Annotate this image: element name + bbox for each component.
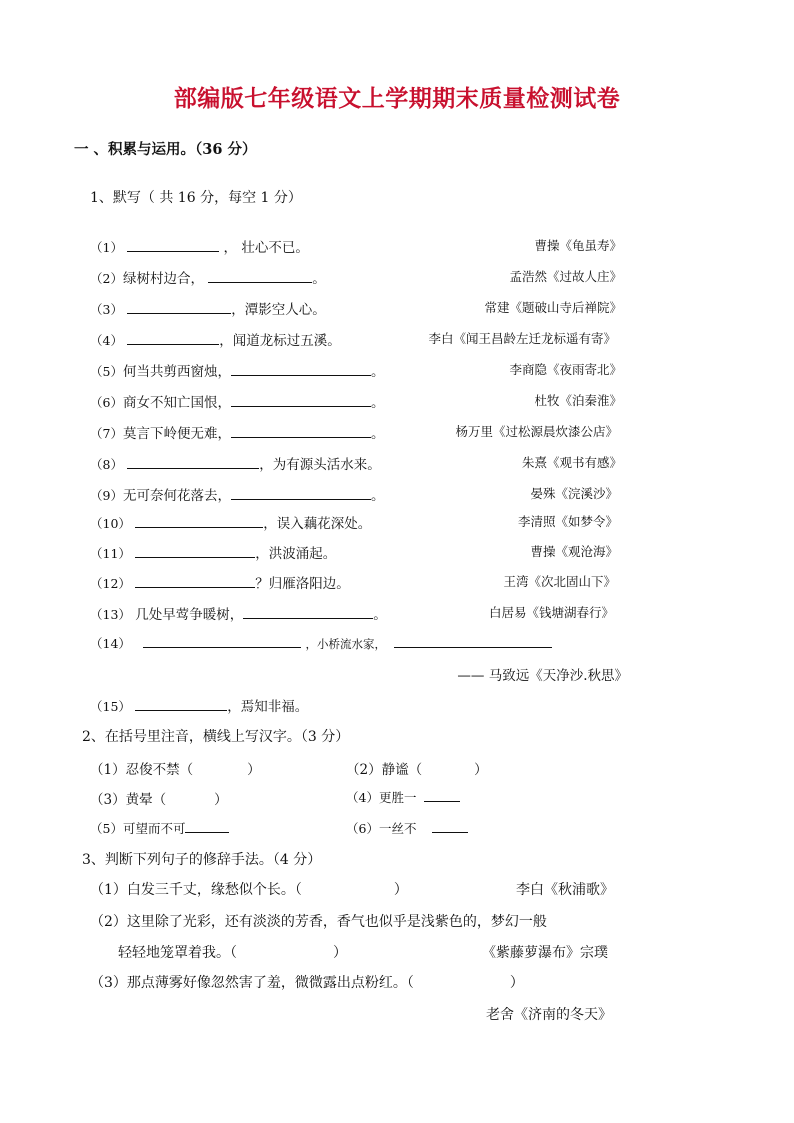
q1-source-7: 杨万里《过松源晨炊漆公店》 — [455, 424, 618, 439]
section-heading: 一 、积累与运用。（36 分） — [74, 141, 257, 158]
q1-item-10: （10） ，误入藕花深处。 — [90, 516, 372, 532]
q1-source-3: 常建《题破山寺后禅院》 — [484, 300, 622, 315]
q1-source-5: 李商隐《夜雨寄北》 — [509, 362, 622, 377]
answer-blank[interactable] — [143, 634, 301, 648]
q3-source-1: 李白《秋浦歌》 — [516, 882, 614, 898]
q3-item-2: （2）这里除了光彩，还有淡淡的芳香，香气也似乎是浅紫色的，梦幻一般 — [90, 914, 547, 930]
answer-blank[interactable] — [432, 819, 468, 833]
answer-blank[interactable] — [394, 634, 552, 648]
q1-item-3: （3） ，潭影空人心。 — [90, 302, 326, 318]
q1-source-12: 王湾《次北固山下》 — [503, 574, 616, 589]
q1-item-13: （13） 几处早莺争暖树， 。 — [90, 607, 387, 623]
q2-item-1: （1）忍俊不禁（ ） — [90, 762, 261, 778]
q3-item-2-cont: 轻轻地笼罩着我。（ ） — [118, 945, 347, 961]
q3-source-2: 《紫藤萝瀑布》宗璞 — [482, 945, 608, 961]
q1-source-9: 晏殊《浣溪沙》 — [530, 486, 618, 501]
q3-source-3: 老舍《济南的冬天》 — [486, 1007, 612, 1023]
q1-item-8: （8） ，为有源头活水来。 — [90, 457, 381, 473]
q1-item-4: （4） ，闻道龙标过五溪。 — [90, 333, 341, 349]
q2-heading: 2、在括号里注音，横线上写汉字。（3 分） — [82, 729, 350, 745]
q1-source-1: 曹操《龟虽寿》 — [534, 238, 622, 253]
q1-source-13: 白居易《钱塘湖春行》 — [488, 605, 614, 620]
q1-item-2: （2）绿树村边合， 。 — [90, 271, 326, 287]
q2-item-6: （6）一丝不 — [346, 819, 468, 837]
answer-blank[interactable] — [243, 605, 373, 619]
answer-blank[interactable] — [127, 238, 219, 252]
q1-item-14: （14） ，小桥流水家， — [90, 634, 552, 652]
answer-blank[interactable] — [231, 393, 371, 407]
answer-blank[interactable] — [127, 331, 219, 345]
q2-item-3: （3）黄晕（ ） — [90, 792, 228, 808]
q1-source-11: 曹操《观沧海》 — [530, 544, 618, 559]
answer-blank[interactable] — [208, 269, 312, 283]
q3-item-1: （1）白发三千丈，缘愁似个长。（ ） — [90, 882, 408, 898]
answer-blank[interactable] — [231, 486, 371, 500]
answer-blank[interactable] — [135, 514, 263, 528]
q1-item-1: （1） ， 壮心不已。 — [90, 240, 309, 256]
q1-source-8: 朱熹《观书有感》 — [521, 455, 622, 470]
q1-source-14: —— 马致远《天净沙.秋思》 — [457, 668, 628, 684]
q1-item-7: （7）莫言下岭便无难， 。 — [90, 426, 385, 442]
answer-blank[interactable] — [231, 362, 371, 376]
q1-item-5: （5）何当共剪西窗烛， 。 — [90, 364, 385, 380]
q1-item-12: （12） ？归雁洛阳边。 — [90, 576, 350, 592]
q3-item-3: （3）那点薄雾好像忽然害了羞，微微露出点粉红。（ ） — [90, 975, 524, 991]
answer-blank[interactable] — [127, 455, 259, 469]
answer-blank[interactable] — [185, 819, 229, 833]
q1-item-11: （11） ，洪波涌起。 — [90, 546, 337, 562]
answer-blank[interactable] — [135, 697, 227, 711]
q1-source-10: 李清照《如梦令》 — [517, 514, 618, 529]
q2-item-2: （2）静谧（ ） — [346, 762, 488, 778]
answer-blank[interactable] — [135, 574, 255, 588]
q2-item-5: （5）可望而不可 — [90, 819, 229, 837]
answer-blank[interactable] — [135, 544, 255, 558]
page-title: 部编版七年级语文上学期期末质量检测试卷 — [173, 85, 621, 112]
q2-item-4: （4）更胜一 — [346, 788, 460, 806]
answer-blank[interactable] — [424, 788, 460, 802]
q1-item-6: （6）商女不知亡国恨， 。 — [90, 395, 385, 411]
q1-item-15: （15） ，焉知非福。 — [90, 699, 309, 715]
answer-blank[interactable] — [231, 424, 371, 438]
q1-source-4: 李白《闻王昌龄左迁龙标遥有寄》 — [428, 331, 616, 346]
q1-item-9: （9）无可奈何花落去， 。 — [90, 488, 385, 504]
q1-source-6: 杜牧《泊秦淮》 — [534, 393, 622, 408]
answer-blank[interactable] — [127, 300, 231, 314]
q1-source-2: 孟浩然《过故人庄》 — [509, 269, 622, 284]
q1-heading: 1、默写（ 共 16 分，每空 1 分） — [90, 190, 302, 206]
q3-heading: 3、判断下列句子的修辞手法。（4 分） — [82, 852, 322, 868]
